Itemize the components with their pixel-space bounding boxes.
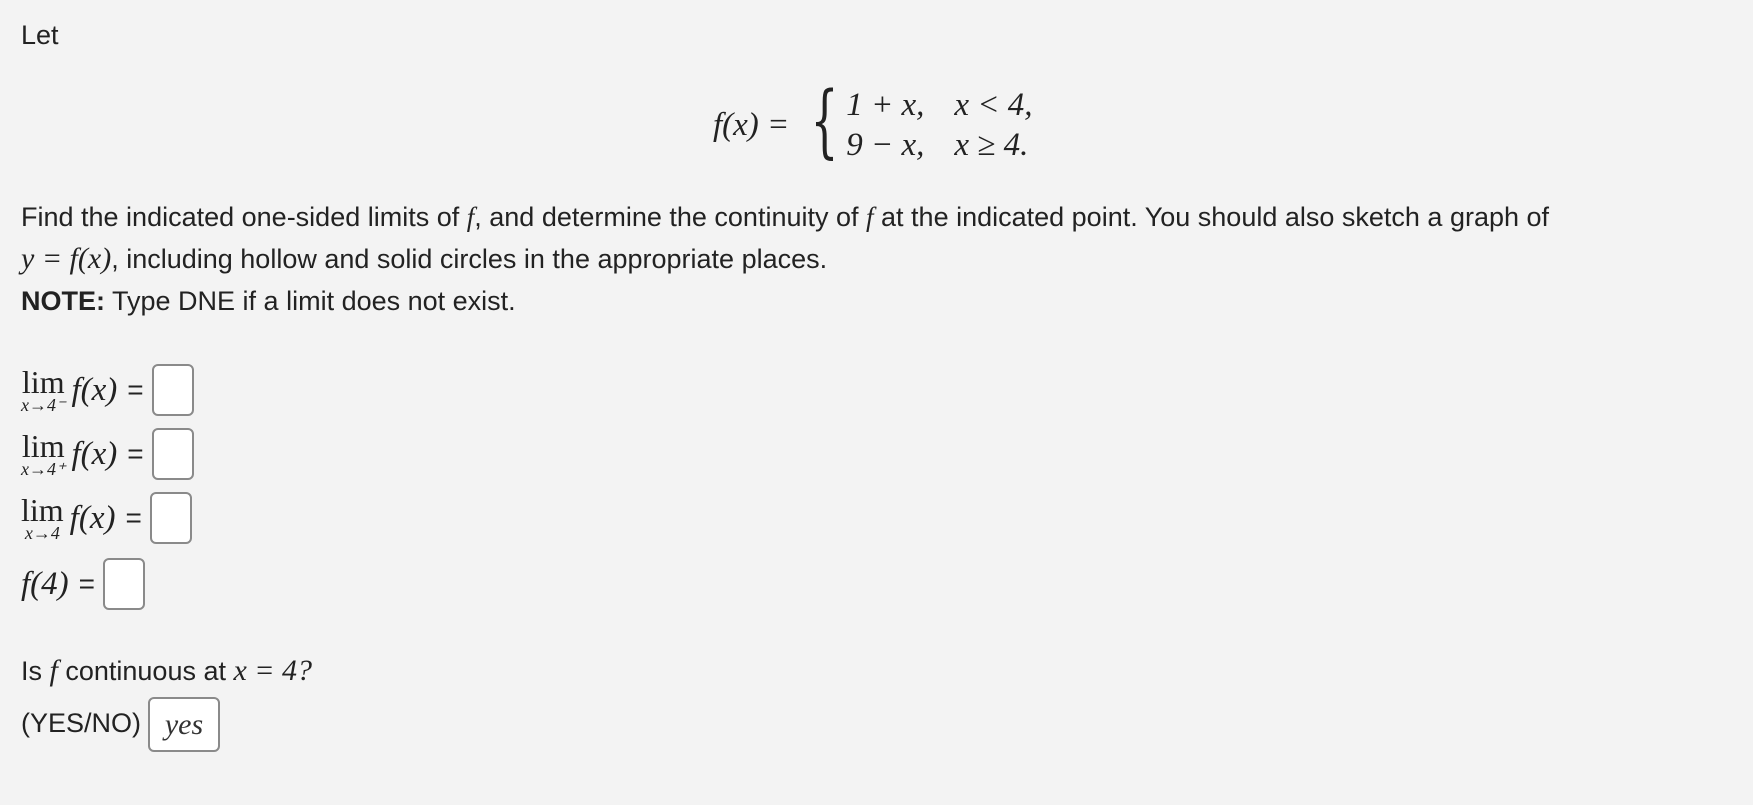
- graph-equation: y = f(x): [21, 242, 112, 275]
- question-math: x = 4?: [233, 654, 313, 687]
- instructions-line-1: [21, 196, 1549, 238]
- limit-row-two-sided: [21, 492, 192, 544]
- instructions-line-2: [21, 238, 1549, 280]
- instructions-text-c: at the indicated point. You should also sketch a graph of: [873, 202, 1550, 232]
- limit-row-left: [21, 364, 194, 416]
- intro-text: Let: [21, 20, 59, 50]
- limit-row-right: [21, 428, 194, 480]
- note-label: NOTE:: [21, 286, 105, 316]
- instructions-text-b: , and determine the continuity of: [474, 202, 867, 232]
- lim-text: lim: [21, 428, 65, 464]
- piece-cond-1: x < 4,: [954, 87, 1033, 123]
- question-text-b: continuous at: [57, 656, 234, 686]
- lim-function: f(x): [71, 371, 118, 408]
- lim-subscript: x→4⁺: [21, 459, 66, 479]
- f-symbol: f: [466, 202, 475, 232]
- f-at-4-input[interactable]: [103, 558, 145, 610]
- piece-expr-1: 1 + x,: [846, 87, 925, 123]
- f-symbol: f: [866, 202, 874, 232]
- f-at-4-label: f(4): [21, 565, 69, 602]
- equals-sign: =: [78, 568, 96, 599]
- lim-function: f(x): [69, 499, 116, 536]
- question-text-a: Is: [21, 656, 50, 686]
- piece-expr-2: 9 − x,: [846, 127, 925, 163]
- instructions-text-d: , including hollow and solid circles in the appropriate places.: [111, 244, 828, 274]
- continuity-answer-input[interactable]: yes: [148, 697, 220, 752]
- left-brace: {: [810, 74, 839, 167]
- two-sided-limit-input[interactable]: [150, 492, 192, 544]
- left-limit-input[interactable]: [152, 364, 194, 416]
- lim-subscript: x→4: [24, 523, 60, 543]
- equals-sign: =: [125, 502, 142, 533]
- continuity-question: [21, 654, 312, 688]
- piece-cond-2: x ≥ 4.: [954, 127, 1029, 163]
- note-text: Type DNE if a limit does not exist.: [105, 286, 516, 316]
- equals-sign: =: [127, 374, 144, 405]
- lim-text: lim: [21, 364, 65, 400]
- instructions: [21, 196, 1549, 322]
- piecewise-definition: [713, 74, 1033, 170]
- lim-subscript: x→4⁻: [21, 395, 66, 415]
- equals-sign: =: [127, 438, 144, 469]
- lim-operator: [21, 364, 66, 415]
- f-at-4-row: [21, 558, 145, 610]
- instructions-text-a: Find the indicated one-sided limits of: [21, 202, 467, 232]
- piecewise-rows: [846, 86, 1032, 164]
- yes-no-label: (YES/NO): [21, 708, 142, 738]
- lim-operator: [21, 492, 64, 543]
- definition-lhs: f(x) =: [713, 106, 790, 143]
- lim-operator: [21, 428, 66, 479]
- lim-function: f(x): [71, 435, 118, 472]
- lim-text: lim: [21, 492, 64, 528]
- right-limit-input[interactable]: [152, 428, 194, 480]
- note-line: [21, 280, 1549, 322]
- f-symbol: f: [49, 654, 58, 687]
